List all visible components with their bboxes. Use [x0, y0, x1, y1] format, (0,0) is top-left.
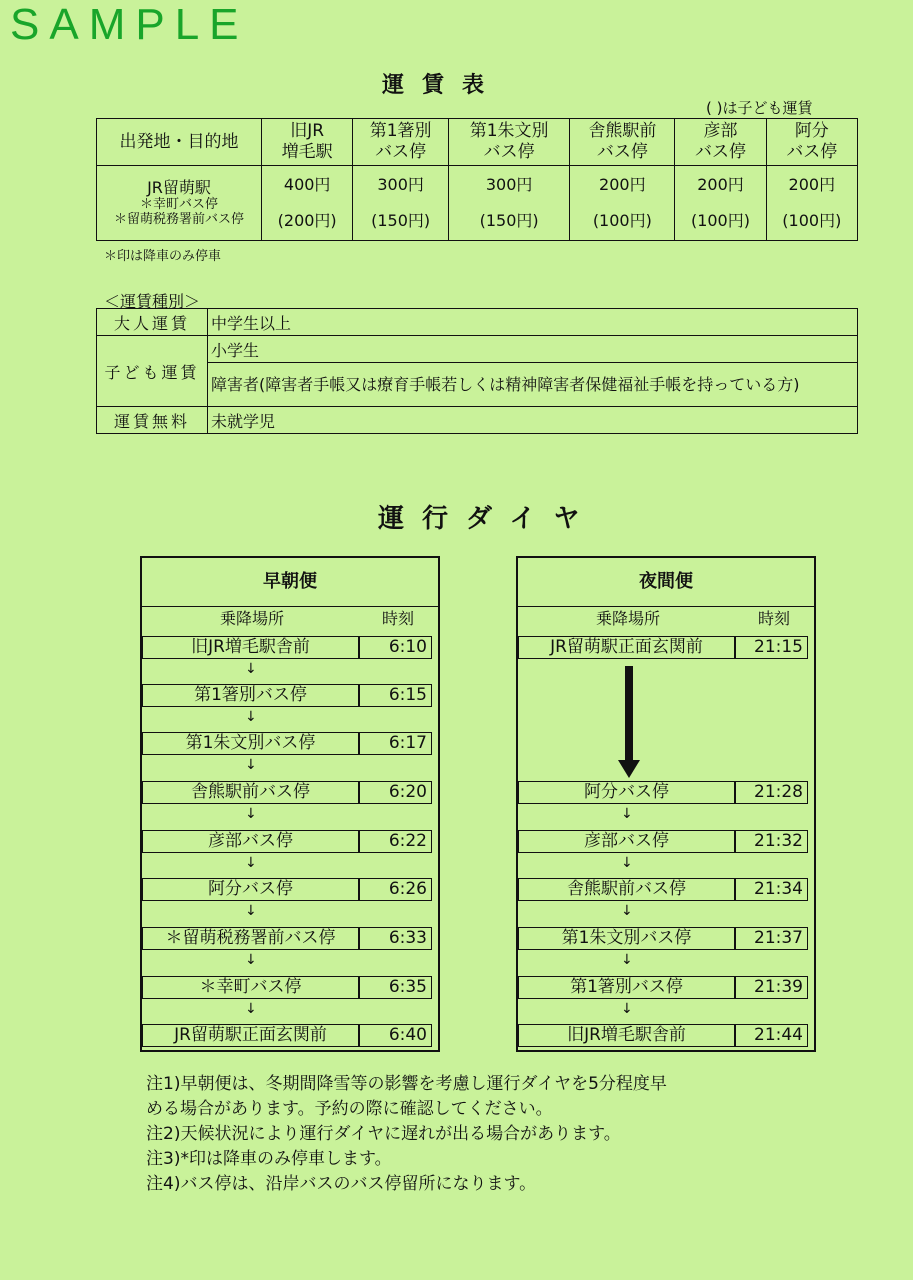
adult-fare-label: 大人運賃 [97, 309, 208, 336]
night-row [518, 781, 808, 804]
night-stop-time: 21:39 [735, 976, 808, 999]
adult-fare-desc: 中学生以上 [208, 309, 858, 336]
notes [146, 1072, 826, 1197]
note-3: 注3)*印は降車のみ停車します。 [146, 1149, 392, 1169]
down-arrow-icon: ↓ [621, 903, 633, 919]
fare-cell-4: 200円 (100円) [675, 166, 766, 241]
morning-col-time: 時刻 [381, 609, 414, 628]
fare-table-title: 運賃表 [382, 73, 503, 98]
morning-stop-name: ＊留萌税務署前バス停 [142, 927, 359, 950]
morning-row [142, 732, 432, 755]
down-arrow-icon: ↓ [621, 806, 633, 822]
morning-stop-name: ＊幸町バス停 [142, 976, 359, 999]
long-down-arrow-icon [618, 666, 640, 778]
night-stop-name: 旧JR増毛駅舎前 [518, 1024, 735, 1047]
child-fare-label: 子ども運賃 [97, 336, 208, 407]
down-arrow-icon: ↓ [245, 709, 257, 725]
down-arrow-icon: ↓ [245, 952, 257, 968]
header-dest-1: 第1箸別 バス停 [353, 119, 449, 166]
night-stop-time: 21:34 [735, 878, 808, 901]
origin-cell [97, 166, 262, 241]
night-col-time: 時刻 [757, 609, 790, 628]
morning-row [142, 781, 432, 804]
night-stop-name: 第1朱文別バス停 [518, 927, 735, 950]
night-schedule-box [516, 556, 816, 1052]
morning-title: 早朝便 [142, 558, 438, 607]
night-stop-time: 21:32 [735, 830, 808, 853]
header-dest-2: 第1朱文別 バス停 [448, 119, 569, 166]
morning-row [142, 830, 432, 853]
morning-row [142, 878, 432, 901]
stop-note: ＊印は降車のみ停車 [104, 249, 222, 264]
morning-column-header [142, 607, 438, 631]
free-fare-label: 運賃無料 [97, 407, 208, 434]
night-stop-name: 第1箸別バス停 [518, 976, 735, 999]
child-fare-desc-1: 小学生 [208, 336, 858, 363]
morning-row [142, 684, 432, 707]
morning-stop-time: 6:40 [359, 1024, 432, 1047]
night-stop-time: 21:28 [735, 781, 808, 804]
fare-types-table [96, 308, 858, 434]
night-row [518, 830, 808, 853]
night-row [518, 927, 808, 950]
morning-stop-time: 6:22 [359, 830, 432, 853]
morning-row [142, 927, 432, 950]
down-arrow-icon: ↓ [621, 1001, 633, 1017]
down-arrow-icon: ↓ [621, 952, 633, 968]
morning-row [142, 1024, 432, 1047]
night-stop-time: 21:15 [735, 636, 808, 659]
header-dest-4: 彦部 バス停 [675, 119, 766, 166]
night-stop-name: 舎熊駅前バス停 [518, 878, 735, 901]
night-title: 夜間便 [518, 558, 814, 607]
child-fare-desc-2: 障害者(障害者手帳又は療育手帳若しくは精神障害者保健福祉手帳を持っている方) [208, 363, 858, 407]
header-dest-0: 旧JR 増毛駅 [262, 119, 353, 166]
header-dest-3: 舎熊駅前 バス停 [570, 119, 675, 166]
down-arrow-icon: ↓ [245, 1001, 257, 1017]
night-stop-time: 21:37 [735, 927, 808, 950]
note-1b: める場合があります。予約の際に確認してください。 [146, 1099, 553, 1119]
night-row [518, 636, 808, 659]
fare-cell-3: 200円 (100円) [570, 166, 675, 241]
down-arrow-icon: ↓ [245, 757, 257, 773]
night-row [518, 1024, 808, 1047]
note-1a: 注1)早朝便は、冬期間降雪等の影響を考慮し運行ダイヤを5分程度早 [146, 1074, 667, 1094]
night-row [518, 976, 808, 999]
fare-table [96, 118, 858, 241]
morning-row [142, 636, 432, 659]
morning-stop-name: 旧JR増毛駅舎前 [142, 636, 359, 659]
morning-stop-name: 阿分バス停 [142, 878, 359, 901]
night-col-stop: 乗降場所 [595, 609, 660, 628]
down-arrow-icon: ↓ [621, 855, 633, 871]
child-fare-note: ( )は子ども運賃 [706, 99, 813, 117]
morning-stop-name: 彦部バス停 [142, 830, 359, 853]
fare-cell-2: 300円 (150円) [448, 166, 569, 241]
night-stop-name: 阿分バス停 [518, 781, 735, 804]
morning-stop-name: 舎熊駅前バス停 [142, 781, 359, 804]
fare-cell-5: 200円 (100円) [766, 166, 857, 241]
night-stop-time: 21:44 [735, 1024, 808, 1047]
night-stop-name: JR留萌駅正面玄関前 [518, 636, 735, 659]
down-arrow-icon: ↓ [245, 661, 257, 677]
sample-watermark: SAMPLE [10, 0, 249, 49]
fare-cell-0: 400円 (200円) [262, 166, 353, 241]
morning-stop-time: 6:35 [359, 976, 432, 999]
morning-stop-time: 6:26 [359, 878, 432, 901]
free-fare-desc: 未就学児 [208, 407, 858, 434]
morning-row [142, 976, 432, 999]
fare-cell-1: 300円 (150円) [353, 166, 449, 241]
note-4: 注4)バス停は、沿岸バスのバス停留所になります。 [146, 1174, 537, 1194]
morning-stop-time: 6:20 [359, 781, 432, 804]
morning-stop-name: JR留萌駅正面玄関前 [142, 1024, 359, 1047]
morning-stop-time: 6:17 [359, 732, 432, 755]
fare-types-heading: ＜運賃種別＞ [104, 292, 201, 311]
morning-stop-time: 6:15 [359, 684, 432, 707]
morning-stop-time: 6:33 [359, 927, 432, 950]
night-column-header [518, 607, 814, 631]
origin-tax-office: ＊留萌税務署前バス停 [113, 212, 244, 227]
morning-stop-time: 6:10 [359, 636, 432, 659]
night-row [518, 878, 808, 901]
origin-saiwaicho: ＊幸町バス停 [139, 197, 218, 212]
down-arrow-icon: ↓ [245, 855, 257, 871]
morning-stop-name: 第1朱文別バス停 [142, 732, 359, 755]
down-arrow-icon: ↓ [245, 903, 257, 919]
morning-stop-name: 第1箸別バス停 [142, 684, 359, 707]
note-2: 注2)天候状況により運行ダイヤに遅れが出る場合があります。 [146, 1124, 621, 1144]
schedule-title: 運行ダイヤ [378, 504, 598, 534]
down-arrow-icon: ↓ [245, 806, 257, 822]
morning-col-stop: 乗降場所 [219, 609, 284, 628]
header-dest-5: 阿分 バス停 [766, 119, 857, 166]
origin-jr-rumoi: JR留萌駅 [147, 178, 211, 197]
night-stop-name: 彦部バス停 [518, 830, 735, 853]
header-origin: 出発地・目的地 [97, 119, 262, 166]
morning-schedule-box [140, 556, 440, 1052]
